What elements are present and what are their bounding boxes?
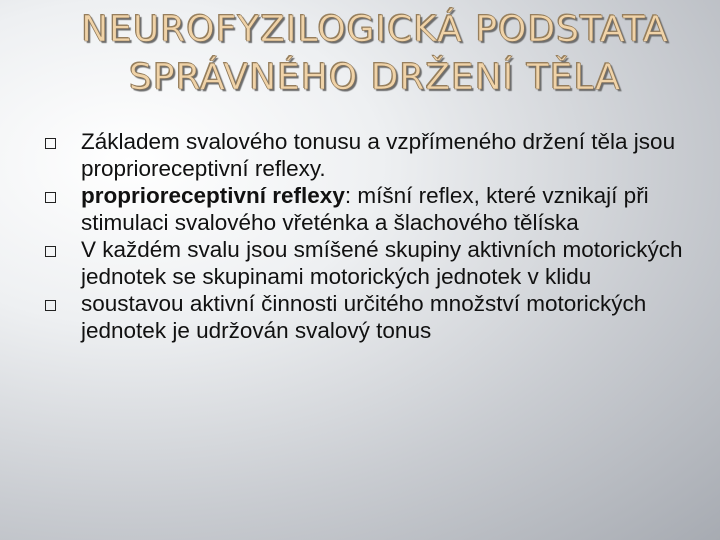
square-bullet-icon: [45, 246, 56, 257]
bullet-item: [43, 236, 683, 290]
bullet-item: [43, 290, 683, 344]
bullet-text: : míšní reflex, které vznikají při stimulaci svalového vřeténka a šlachového tělíska: [81, 183, 649, 235]
bullet-item: [43, 182, 683, 236]
bullet-text: V každém svalu jsou smíšené skupiny aktivních motorických jednotek se skupinami motorických jednotek v klidu: [81, 237, 683, 289]
bullet-text: Základem svalového tonusu a vzpřímeného držení těla jsou proprioreceptivní reflexy.: [81, 129, 676, 181]
slide-title-line-1: NEUROFYZILOGICKÁ PODSTATA: [81, 9, 669, 50]
square-bullet-icon: [45, 192, 56, 203]
slide-title-line-2: SPRÁVNÉHO DRŽENÍ TĚLA: [129, 57, 621, 98]
bullet-bold-term: proprioreceptivní reflexy: [81, 183, 345, 208]
slide-title: [60, 6, 690, 102]
square-bullet-icon: [45, 300, 56, 311]
square-bullet-icon: [45, 138, 56, 149]
bullet-text: soustavou aktivní činnosti určitého množství motorických jednotek je udržován svalový tonus: [81, 291, 647, 343]
bullet-item: [43, 128, 683, 182]
bullet-list: [43, 128, 683, 344]
